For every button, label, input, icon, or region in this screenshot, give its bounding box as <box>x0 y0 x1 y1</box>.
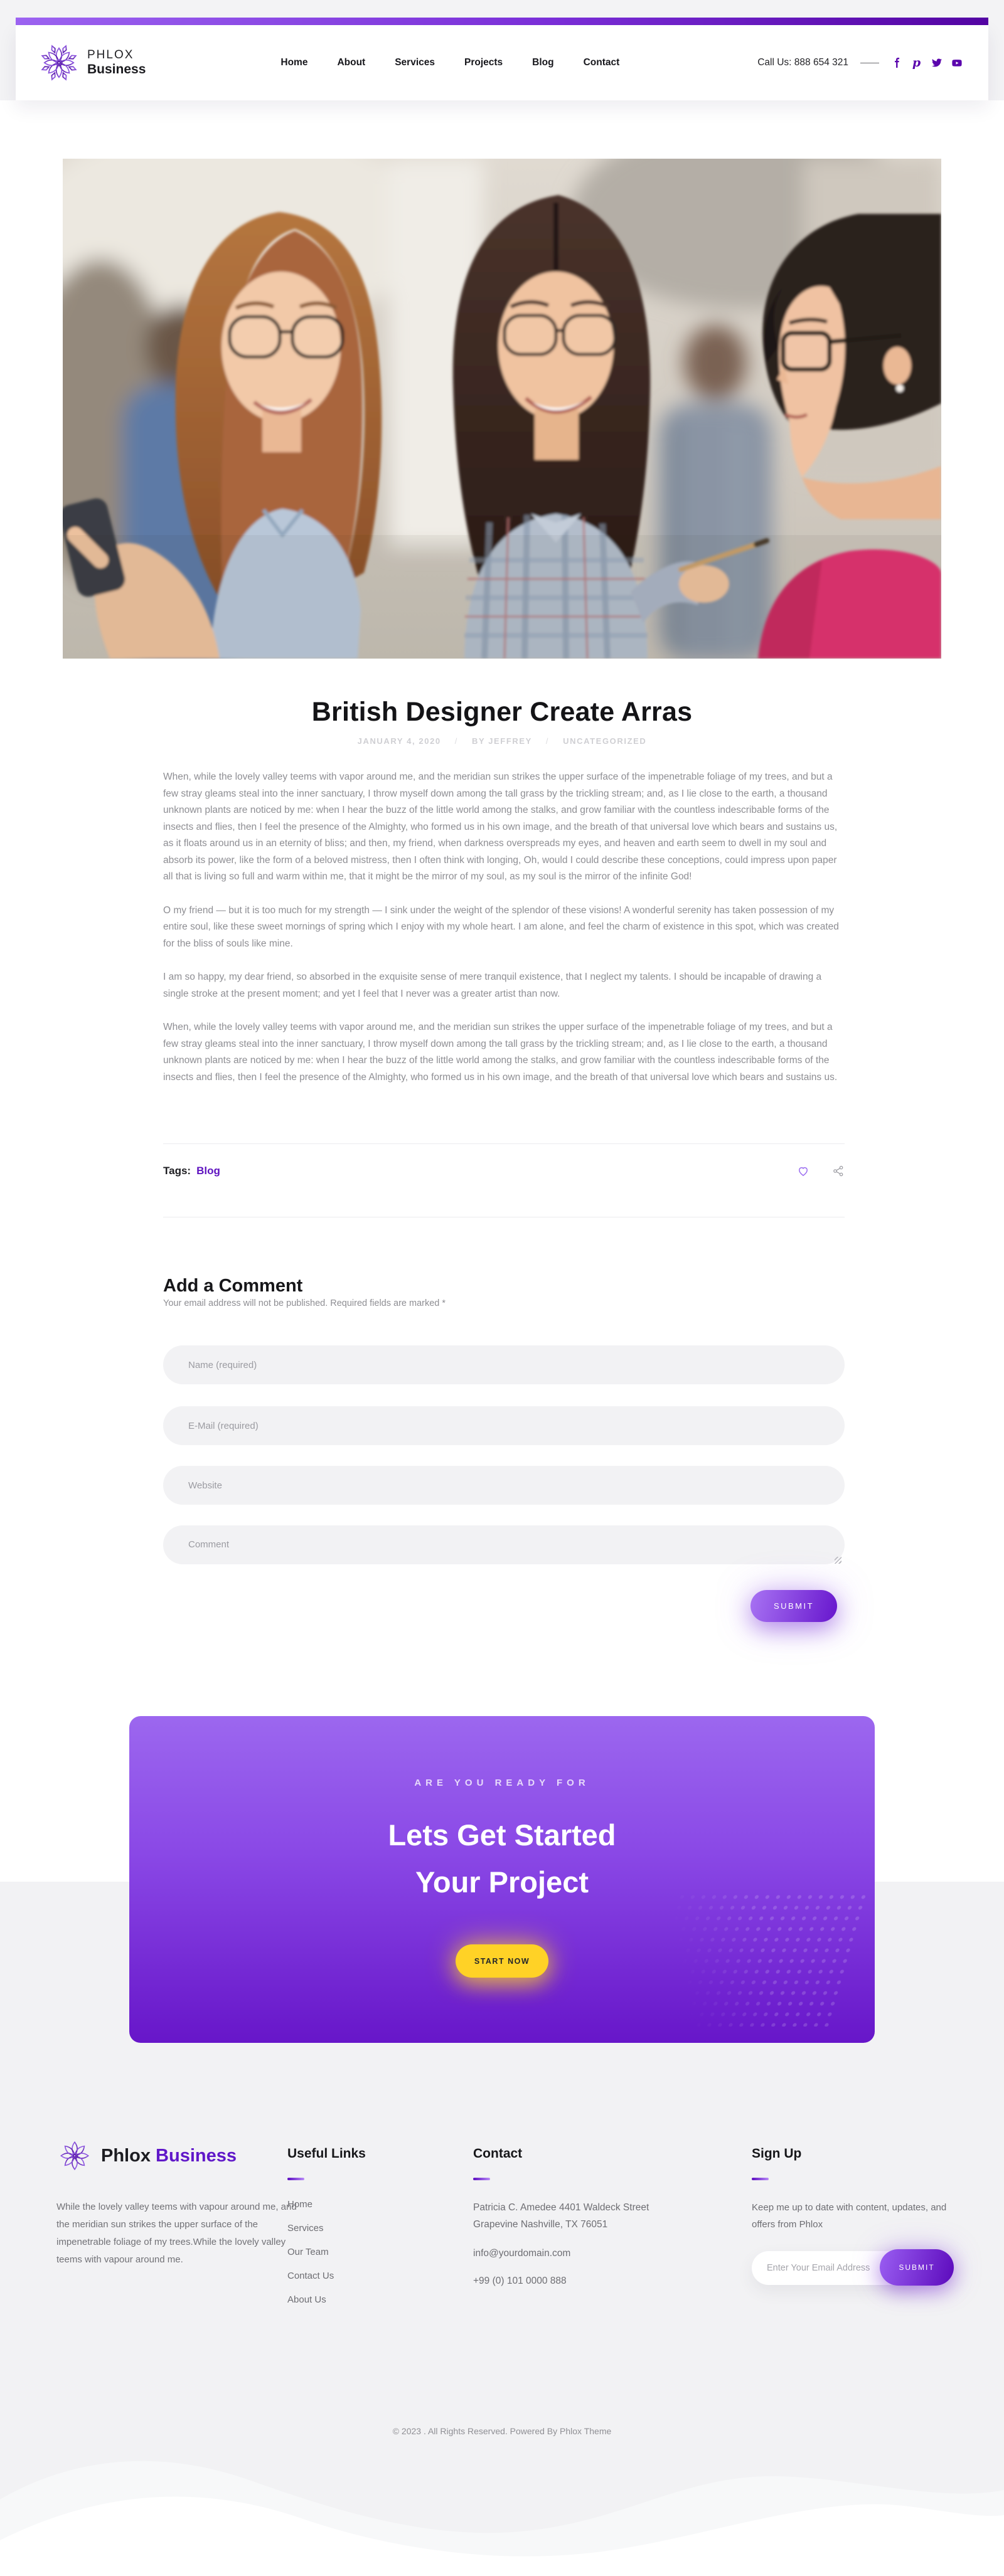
post-category[interactable]: UNCATEGORIZED <box>563 736 647 746</box>
footer-signup <box>752 2146 959 2286</box>
footer-link-services[interactable]: Services <box>287 2223 324 2234</box>
share-icon[interactable] <box>832 1165 845 1177</box>
nav-item-about[interactable]: About <box>337 57 366 68</box>
meta-separator: / <box>545 736 550 746</box>
contact-email[interactable]: info@yourdomain.com <box>473 2248 571 2259</box>
signup-heading: Sign Up <box>752 2146 802 2161</box>
list-item <box>287 2223 366 2234</box>
meta-separator: / <box>454 736 458 746</box>
post-paragraph: When, while the lovely valley teems with vapor around me, and the meridian sun strikes the upper surface of the impenetrable foliage of my trees, and but a few stray gleams steal into the inner sanctuary, I throw myself down among the tall grass by the trickling stream; and, as I lie close to the earth, a thousand unknown plants are noticed by me: when I hear the buzz of the little world among the stalks, and grow familiar with the countless indescribable forms of the insects and flies, then I feel the presence of the Almighty, who formed us in his own image, and the breath of that universal love which bears and sustains us. <box>163 1022 838 1083</box>
footer-about-text: While the lovely valley teems with vapour around me, and the meridian sun strikes the upper surface of the impenetrable foliage of my trees.While the lovely valley teems with vapour around me. <box>56 2202 297 2265</box>
office-scene-illustration <box>63 159 941 659</box>
comment-field[interactable] <box>163 1525 845 1564</box>
post-paragraph: I am so happy, my dear friend, so absorbed in the exquisite sense of mere tranquil existence, that I neglect my talents. I should be incapable of drawing a single stroke at the present moment; and yet I feel that I never was a greater artist than now. <box>163 972 822 999</box>
nav-item-services[interactable]: Services <box>395 57 435 68</box>
accent-topbar <box>16 18 988 25</box>
site-logo[interactable] <box>40 43 146 82</box>
newsletter-submit-button[interactable]: SUBMIT <box>880 2249 954 2286</box>
list-item <box>287 2199 366 2210</box>
phlox-flower-icon <box>56 2138 93 2174</box>
youtube-icon[interactable] <box>951 58 962 68</box>
cta-panel <box>129 1716 875 2043</box>
pinterest-icon[interactable]: p <box>912 55 921 70</box>
textarea-resize-handle[interactable] <box>835 1557 841 1564</box>
post-author[interactable]: BY JEFFREY <box>471 736 532 746</box>
post-paragraph: When, while the lovely valley teems with vapor around me, and the meridian sun strikes the upper surface of the impenetrable foliage of my trees, and but a few stray gleams steal into the inner sanctuary, I throw myself down among the tall grass by the trickling stream; and, as I lie close to the earth, a thousand unknown plants are noticed by me: when I hear the buzz of the little world among the stalks, and grow familiar with the countless indescribable forms of the insects and flies, then I feel the presence of the Almighty, who formed us in his own image, and the breath of that universal love which bears and sustains us, as it floats around us in an eternity of bliss; and then, my friend, when darkness overspreads my eyes, and heaven and earth seem to dwell in my soul and absorb its power, like the form of a beloved mistress, then I often think with longing, Oh, would I could describe these conceptions, could impress upon paper all that is living so full and warm within me, that it might be the mirror of my soul, as my soul is the mirror of the infinite God! <box>163 771 838 882</box>
footer-contact <box>473 2146 743 2287</box>
post-content <box>163 769 845 1103</box>
contact-address <box>473 2199 743 2233</box>
footer-brand-second: Business <box>156 2145 237 2166</box>
brand-name-top: PHLOX <box>87 48 134 61</box>
call-us-text: Call Us: 888 654 321 <box>757 57 848 68</box>
site-header <box>16 18 988 100</box>
main-nav <box>280 57 619 68</box>
tag-link-blog[interactable]: Blog <box>196 1165 220 1177</box>
tags-label: Tags: <box>163 1165 191 1177</box>
comment-submit-button[interactable]: SUBMIT <box>750 1590 837 1622</box>
nav-item-contact[interactable]: Contact <box>583 57 620 68</box>
brand-name-bottom: Business <box>87 61 146 77</box>
contact-phone[interactable]: +99 (0) 101 0000 888 <box>473 2276 567 2286</box>
post-date[interactable]: JANUARY 4, 2020 <box>357 736 441 746</box>
address-line1: Patricia C. Amedee 4401 Waldeck Street <box>473 2202 649 2213</box>
comment-note: Your email address will not be published. Required fields are marked * <box>163 1298 446 1308</box>
phlox-flower-icon <box>40 43 78 82</box>
cta-kicker: ARE YOU READY FOR <box>414 1778 590 1788</box>
footer-link-our-team[interactable]: Our Team <box>287 2247 329 2257</box>
footer-link-about-us[interactable]: About Us <box>287 2294 326 2305</box>
heading-underline <box>287 2178 304 2180</box>
heading-underline <box>473 2178 490 2180</box>
nav-item-blog[interactable]: Blog <box>532 57 554 68</box>
cta-title-line1: Lets Get Started <box>388 1818 616 1852</box>
post-title: British Designer Create Arras <box>311 696 693 727</box>
website-field[interactable] <box>163 1466 845 1505</box>
list-item <box>287 2271 366 2282</box>
add-comment-heading: Add a Comment <box>163 1276 303 1296</box>
post-meta <box>0 736 1004 746</box>
cta-title-line2: Your Project <box>415 1865 589 1899</box>
footer-useful-links <box>287 2146 366 2318</box>
heading-underline <box>752 2178 769 2180</box>
facebook-icon[interactable] <box>891 58 902 68</box>
signup-form <box>752 2249 954 2286</box>
useful-links-heading: Useful Links <box>287 2146 366 2161</box>
name-field[interactable] <box>163 1345 845 1384</box>
tags-row <box>163 1143 845 1177</box>
address-line2: Grapevine Nashville, TX 76051 <box>473 2219 608 2230</box>
social-links <box>891 55 962 70</box>
footer-logo[interactable] <box>56 2138 237 2174</box>
post-paragraph: O my friend — but it is too much for my strength — I sink under the weight of the splendor of these visions! A wonderful serenity has taken possession of my entire soul, like these sweet mornings of spring which I enjoy with my whole heart. I am alone, and feel the charm of existence in this spot, which was created for the bliss of souls like mine. <box>163 904 839 949</box>
copyright-text: © 2023 . All Rights Reserved. Powered By Phlox Theme <box>392 2426 612 2436</box>
nav-item-home[interactable]: Home <box>280 57 308 68</box>
twitter-icon[interactable] <box>931 58 942 68</box>
signup-text: Keep me up to date with content, updates, and offers from Phlox <box>752 2202 947 2230</box>
start-now-button[interactable]: START NOW <box>456 1944 548 1978</box>
nav-item-projects[interactable]: Projects <box>464 57 503 68</box>
dot-pattern-decoration <box>639 1892 873 2027</box>
email-field[interactable] <box>163 1406 845 1445</box>
list-item <box>287 2294 366 2306</box>
like-heart-icon[interactable] <box>797 1165 809 1177</box>
footer-brand-first: Phlox <box>101 2145 151 2166</box>
footer-link-home[interactable]: Home <box>287 2199 313 2210</box>
footer-link-contact-us[interactable]: Contact Us <box>287 2271 334 2281</box>
contact-heading: Contact <box>473 2146 523 2161</box>
list-item <box>287 2247 366 2258</box>
footer-wave-decoration <box>0 2446 1004 2576</box>
featured-image <box>63 159 941 659</box>
